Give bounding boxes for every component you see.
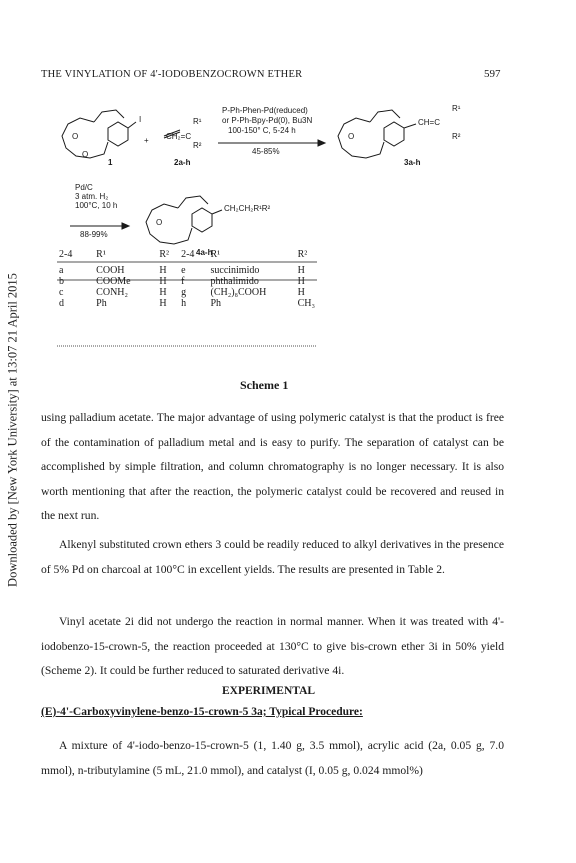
table-cell: (CH₂)₈COOH	[210, 287, 267, 298]
table-cell: COOH	[96, 265, 125, 276]
yield-1: 45-85%	[252, 147, 280, 156]
paragraph-text: Vinyl acetate 2i did not undergo the reaction in normal manner. When it was treated with 4'-iodobenzo-15-crown-5, the reaction proceeded at 130°C to give bis-crown ether 3i in 50% yield (Scheme 2). It could be further reduced to saturated derivative 4i.	[41, 615, 504, 678]
yield-2: 88-99%	[80, 230, 108, 239]
table-row	[57, 287, 317, 298]
table-header-row	[57, 246, 317, 265]
col-header: R²	[297, 249, 308, 260]
compound-1-label: 1	[108, 158, 113, 167]
table-cell: H	[297, 287, 305, 298]
table-rules	[0, 0, 576, 400]
col-header: R¹	[210, 249, 221, 260]
table-cell: H	[159, 265, 167, 276]
ring-oxygen-label: O	[156, 218, 163, 227]
reduction-condition-2: 3 atm. H₂	[75, 192, 109, 201]
plus-sign: +	[144, 136, 149, 145]
procedure-paragraph	[41, 734, 504, 783]
table-cell: phthalimido	[210, 276, 259, 287]
table-cell: e	[181, 265, 186, 276]
ring-oxygen-label: O	[348, 132, 355, 141]
table-cell: h	[181, 298, 187, 309]
table-cell: f	[181, 276, 185, 287]
col-header: 2-4	[181, 249, 195, 260]
table-cell: c	[59, 287, 64, 298]
body-paragraph-2	[41, 533, 504, 582]
col-header: R²	[159, 249, 170, 260]
running-head: THE VINYLATION OF 4'-IODOBENZOCROWN ETHER	[41, 69, 303, 80]
col-header: 2-4	[59, 249, 73, 260]
ring-oxygen-label: O	[82, 150, 89, 159]
r2-label: R²	[193, 141, 202, 150]
page-number: 597	[484, 68, 501, 80]
section-heading-experimental: EXPERIMENTAL	[222, 685, 316, 697]
table-cell: Ph	[210, 298, 222, 309]
table-cell: g	[181, 287, 187, 298]
table-cell: b	[59, 276, 64, 287]
table-cell: d	[59, 298, 64, 309]
paragraph-text: using palladium acetate. The major advantage of using polymeric catalyst is that the product is free of the contamination of palladium metal and is easy to purify. The separation of catalyst can be accomplished by simple filtration, and column chromatography is no longer necessary. It is also worth mentioning that after the reaction, the polymeric catalyst could be recovered and reused in the next run.	[41, 411, 504, 523]
r2-product-label: R²	[452, 132, 461, 141]
substituent-table	[57, 246, 317, 309]
condition-line-2: or P-Ph-Bpy-Pd(0), Bu3N	[222, 116, 313, 125]
compound-3-label: 3a-h	[404, 158, 421, 167]
table-cell: COOMe	[96, 276, 131, 287]
table-cell: Ph	[96, 298, 107, 309]
r1-product-label: R¹	[452, 104, 461, 113]
table-cell: H	[159, 298, 167, 309]
table-cell: CONH₂	[96, 287, 128, 298]
vinyl-label: CH=C	[418, 118, 441, 127]
condition-line-1: P-Ph-Phen-Pd(reduced)	[222, 106, 308, 115]
paragraph-text: A mixture of 4'-iodo-benzo-15-crown-5 (1, 1.40 g, 3.5 mmol), acrylic acid (2a, 0.05 g, 7.0 mmol), n-tributylamine (5 mL, 21.0 mmol), and catalyst (I, 0.05 g, 0.024 mmol%)	[41, 739, 504, 777]
compound-2-label: 2a-h	[174, 158, 191, 167]
iodo-label: I	[139, 115, 142, 124]
compound-4-label: 4a-h	[196, 248, 213, 257]
table-cell: a	[59, 265, 64, 276]
download-watermark-text: Downloaded by [New York University] at 13:07 21 April 2015	[5, 273, 20, 587]
scheme-caption: Scheme 1	[240, 378, 289, 392]
table-cell: H	[297, 276, 305, 287]
procedure-heading: (E)-4'-Carboxyvinylene-benzo-15-crown-5 3a; Typical Procedure:	[41, 706, 363, 718]
table-cell: H	[159, 276, 167, 287]
body-paragraph-3	[41, 610, 504, 684]
reduction-condition-3: 100°C, 10 h	[75, 201, 118, 210]
side-chain-label: CH₂CH₂R¹R²	[224, 204, 271, 213]
r1-label: R¹	[193, 117, 202, 126]
table-cell: succinimido	[210, 265, 260, 276]
table-cell: H	[159, 287, 167, 298]
paragraph-text: Alkenyl substituted crown ethers 3 could be readily reduced to alkyl derivatives in the presence of 5% Pd on charcoal at 100°C in excellent yields. The results are presented in Table 2.	[41, 538, 504, 576]
table-row	[57, 298, 317, 309]
table-row	[57, 265, 317, 276]
ring-oxygen-label: O	[72, 132, 79, 141]
table-cell: CH₃	[297, 298, 315, 309]
condition-line-3: 100-150° C, 5-24 h	[228, 126, 296, 135]
table-row	[57, 276, 317, 287]
reduction-condition-1: Pd/C	[75, 183, 93, 192]
table-cell: H	[297, 265, 305, 276]
body-paragraph-1	[41, 406, 504, 529]
col-header: R¹	[96, 249, 106, 260]
alkene-label: CH₂=C	[166, 132, 192, 141]
